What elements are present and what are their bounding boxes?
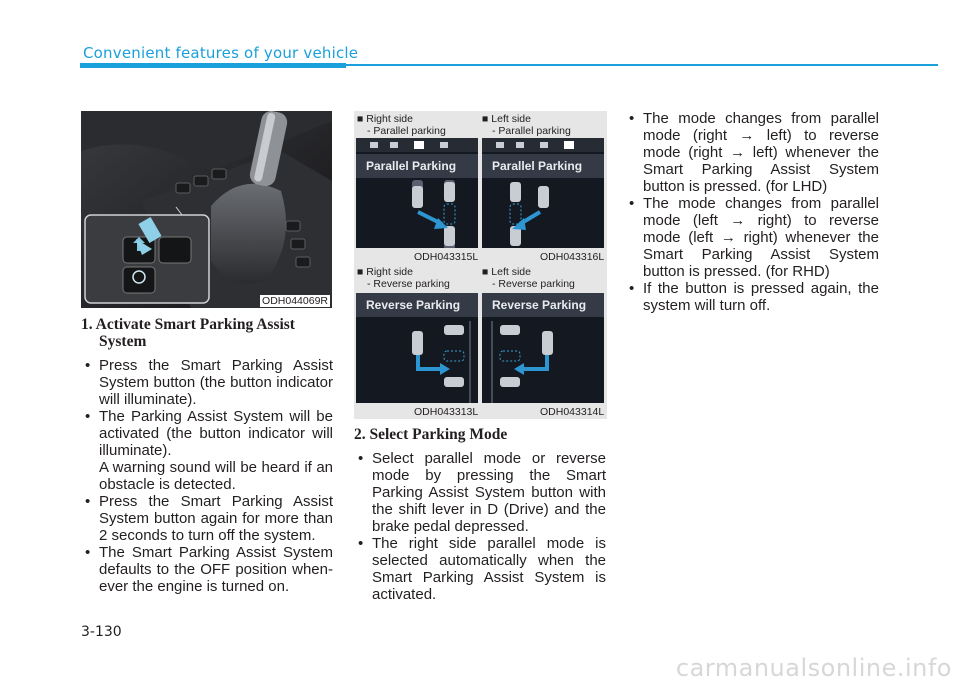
- caption-left-parallel: [482, 113, 571, 137]
- heading-select-mode: 2. Select Parking Mode: [354, 426, 508, 443]
- reverse-left-diagram: [482, 293, 604, 403]
- caption-right-reverse-line2: - Reverse parking: [367, 278, 450, 290]
- console-photo: [81, 111, 332, 308]
- caption-left-parallel-line1: ■ Left side: [482, 113, 531, 125]
- heading-activate-line2: System: [99, 333, 147, 350]
- header-rule-accent: [80, 63, 346, 68]
- screen-br-title: Reverse Parking: [492, 298, 587, 312]
- parallel-right-diagram: [356, 138, 478, 248]
- screen-tr-title: Parallel Parking: [492, 159, 583, 173]
- parallel-left-diagram: [482, 138, 604, 248]
- bullet-turn-off: • Press the Smart Parking Assist System button again for more than 2 seconds to turn off the system.: [81, 493, 333, 544]
- console-illustration: [81, 111, 332, 308]
- caption-right-reverse-line1: ■ Right side: [357, 266, 413, 278]
- screen-tl-title: Parallel Parking: [366, 159, 457, 173]
- code-left-reverse: ODH043314L: [540, 406, 605, 418]
- code-right-reverse: ODH043313L: [414, 406, 479, 418]
- bullet-select-mode: • Select parallel mode or reverse mode by pressing the Smart Parking Assist System button with the shift lever in D (Drive) and the brake pedal depressed.: [354, 450, 606, 535]
- caption-right-parallel: [357, 113, 446, 137]
- bullet-turn-off-again: • If the button is pressed again, the system will turn off.: [625, 280, 879, 314]
- heading-activate: [81, 316, 333, 350]
- bullet-press-button: • Press the Smart Parking Assist System button (the button indicator will illuminate).: [81, 357, 333, 408]
- bullet-mode-rhd: • The mode changes from parallel mode (left → right) to reverse mode (left → right) whenever the Smart Parking Assist System button is pressed. (for RHD): [625, 195, 879, 280]
- bullet-activated: • The Parking Assist System will be activated (the button indicator will illuminate).: [81, 408, 333, 459]
- column-3: [625, 110, 879, 314]
- caption-right-parallel-line2: - Parallel parking: [367, 125, 446, 137]
- code-left-parallel: ODH043316L: [540, 251, 605, 263]
- section-title: Convenient features of your vehicle: [83, 44, 359, 62]
- screen-left-parallel: [482, 138, 604, 248]
- column-1: [81, 316, 333, 595]
- caption-right-parallel-line1: ■ Right side: [357, 113, 413, 125]
- parking-mode-figures: [354, 111, 607, 419]
- screen-left-reverse: [482, 293, 604, 403]
- caption-right-reverse: [357, 266, 450, 290]
- code-right-parallel: ODH043315L: [414, 251, 479, 263]
- bullet-right-default: • The right side parallel mode is selected automatically when the Smart Parking Assist System is activated.: [354, 535, 606, 603]
- caption-left-parallel-line2: - Parallel parking: [492, 125, 571, 137]
- caption-left-reverse: [482, 266, 575, 290]
- watermark: carmanualsonline.info: [675, 654, 952, 682]
- screen-bl-title: Reverse Parking: [366, 298, 461, 312]
- heading-activate-line1: 1. Activate Smart Parking Assist: [81, 316, 295, 333]
- page-number: 3-130: [81, 624, 122, 640]
- column-2: [354, 426, 606, 603]
- warning-sound-note: A warning sound will be heard if an obstacle is detected.: [99, 459, 333, 493]
- screen-right-parallel: [356, 138, 478, 248]
- reverse-right-diagram: [356, 293, 478, 403]
- bullet-mode-lhd: • The mode changes from parallel mode (right → left) to reverse mode (right → left) whenever the Smart Parking Assist System button is pressed. (for LHD): [625, 110, 879, 195]
- caption-left-reverse-line1: ■ Left side: [482, 266, 531, 278]
- caption-left-reverse-line2: - Reverse parking: [492, 278, 575, 290]
- photo-code: ODH044069R: [262, 295, 328, 307]
- bullet-default-off: • The Smart Parking Assist System defaults to the OFF position when-ever the engine is turned on.: [81, 544, 333, 595]
- screen-right-reverse: [356, 293, 478, 403]
